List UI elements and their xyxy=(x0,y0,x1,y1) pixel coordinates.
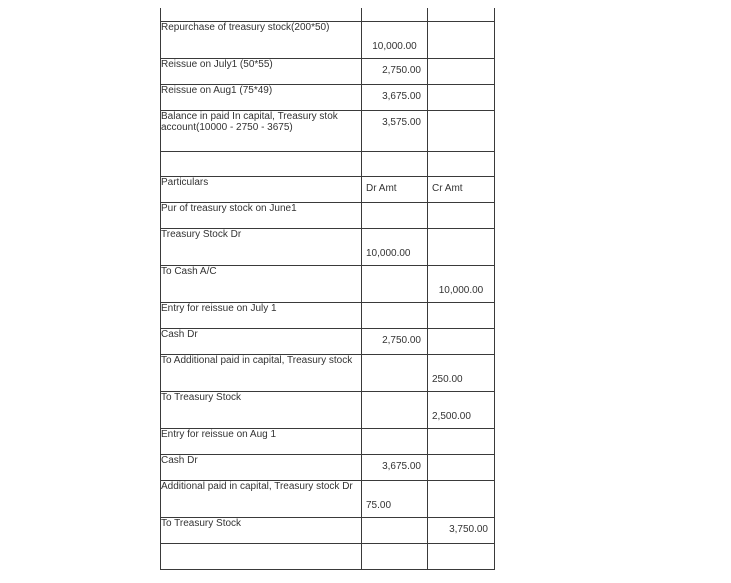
particulars-cell: Additional paid in capital, Treasury stock Dr xyxy=(161,481,362,518)
particulars-cell: To Cash A/C xyxy=(161,266,362,303)
table-row xyxy=(161,429,495,455)
cr-amount-cell xyxy=(428,544,495,570)
dr-amount-cell xyxy=(362,303,428,329)
particulars-cell: To Treasury Stock xyxy=(161,392,362,429)
particulars-cell: Entry for reissue on Aug 1 xyxy=(161,429,362,455)
table-row xyxy=(161,355,495,392)
dr-amount-header: Dr Amt xyxy=(366,183,397,194)
cr-amount-cell xyxy=(428,59,495,85)
treasury-stock-journal-table xyxy=(160,8,495,570)
dr-amount: 10,000.00 xyxy=(366,248,411,259)
cr-amount-cell xyxy=(428,355,495,392)
dr-amount-cell xyxy=(362,111,428,152)
dr-amount: 10,000.00 xyxy=(372,41,417,52)
cr-amount-cell xyxy=(428,266,495,303)
particulars-cell: To Additional paid in capital, Treasury stock xyxy=(161,355,362,392)
table-row-empty xyxy=(161,152,495,177)
table-row xyxy=(161,329,495,355)
table-row xyxy=(161,22,495,59)
dr-amount-cell xyxy=(362,152,428,177)
particulars-cell: To Treasury Stock xyxy=(161,518,362,544)
table-row xyxy=(161,392,495,429)
dr-amount: 75.00 xyxy=(366,500,392,511)
cr-amount: 2,500.00 xyxy=(432,411,471,422)
dr-amount-cell xyxy=(362,429,428,455)
cr-amount-cell xyxy=(428,203,495,229)
dr-amount-cell xyxy=(362,455,428,481)
cr-amount: 10,000.00 xyxy=(438,285,484,296)
particulars-cell xyxy=(161,152,362,177)
cr-amount-cell xyxy=(428,455,495,481)
dr-amount-header-cell xyxy=(362,177,428,203)
table-row xyxy=(161,266,495,303)
table-row xyxy=(161,229,495,266)
particulars-cell: Reissue on Aug1 (75*49) xyxy=(161,85,362,111)
dr-amount-cell xyxy=(362,229,428,266)
dr-amount-cell xyxy=(362,266,428,303)
table-row xyxy=(161,59,495,85)
particulars-cell: Entry for reissue on July 1 xyxy=(161,303,362,329)
table-header-row xyxy=(161,177,495,203)
dr-amount: 3,675.00 xyxy=(382,461,421,472)
dr-amount-cell xyxy=(362,392,428,429)
table-row xyxy=(161,303,495,329)
particulars-cell: Reissue on July1 (50*55) xyxy=(161,59,362,85)
table-row xyxy=(161,85,495,111)
cr-amount-cell xyxy=(428,22,495,59)
dr-amount-cell xyxy=(362,481,428,518)
cr-amount-header-cell xyxy=(428,177,495,203)
dr-amount-cell xyxy=(362,22,428,59)
particulars-cell: Cash Dr xyxy=(161,329,362,355)
table-row xyxy=(161,455,495,481)
dr-amount-cell xyxy=(362,544,428,570)
table-row xyxy=(161,518,495,544)
cr-amount: 250.00 xyxy=(432,374,463,385)
table-row xyxy=(161,481,495,518)
cr-amount-cell xyxy=(428,111,495,152)
dr-amount-cell xyxy=(362,59,428,85)
dr-amount: 2,750.00 xyxy=(382,65,421,76)
cr-amount-cell xyxy=(428,85,495,111)
cr-amount-cell xyxy=(428,481,495,518)
dr-amount: 2,750.00 xyxy=(382,335,421,346)
particulars-cell: Pur of treasury stock on June1 xyxy=(161,203,362,229)
cr-amount-cell xyxy=(428,392,495,429)
table-row xyxy=(161,111,495,152)
dr-amount-cell xyxy=(362,85,428,111)
particulars-header: Particulars xyxy=(161,177,362,203)
cr-amount-cell xyxy=(428,429,495,455)
particulars-cell: Cash Dr xyxy=(161,455,362,481)
dr-amount-cell xyxy=(362,355,428,392)
dr-amount-cell xyxy=(362,203,428,229)
cr-amount-cell xyxy=(428,229,495,266)
table-cell xyxy=(428,8,495,22)
particulars-cell: Balance in paid In capital, Treasury stok account(10000 - 2750 - 3675) xyxy=(161,111,362,152)
cr-amount-cell xyxy=(428,329,495,355)
cr-amount-cell xyxy=(428,152,495,177)
table-cell xyxy=(161,8,362,22)
particulars-cell: Repurchase of treasury stock(200*50) xyxy=(161,22,362,59)
cr-amount-header: Cr Amt xyxy=(432,183,463,194)
dr-amount-cell xyxy=(362,518,428,544)
table-row xyxy=(161,203,495,229)
table-row-empty xyxy=(161,544,495,570)
cr-amount: 3,750.00 xyxy=(449,524,488,535)
table-cell xyxy=(362,8,428,22)
dr-amount: 3,575.00 xyxy=(382,117,421,128)
cr-amount-cell xyxy=(428,518,495,544)
table-top-stub-row xyxy=(161,8,495,22)
dr-amount: 3,675.00 xyxy=(382,91,421,102)
cr-amount-cell xyxy=(428,303,495,329)
dr-amount-cell xyxy=(362,329,428,355)
particulars-cell xyxy=(161,544,362,570)
particulars-cell: Treasury Stock Dr xyxy=(161,229,362,266)
